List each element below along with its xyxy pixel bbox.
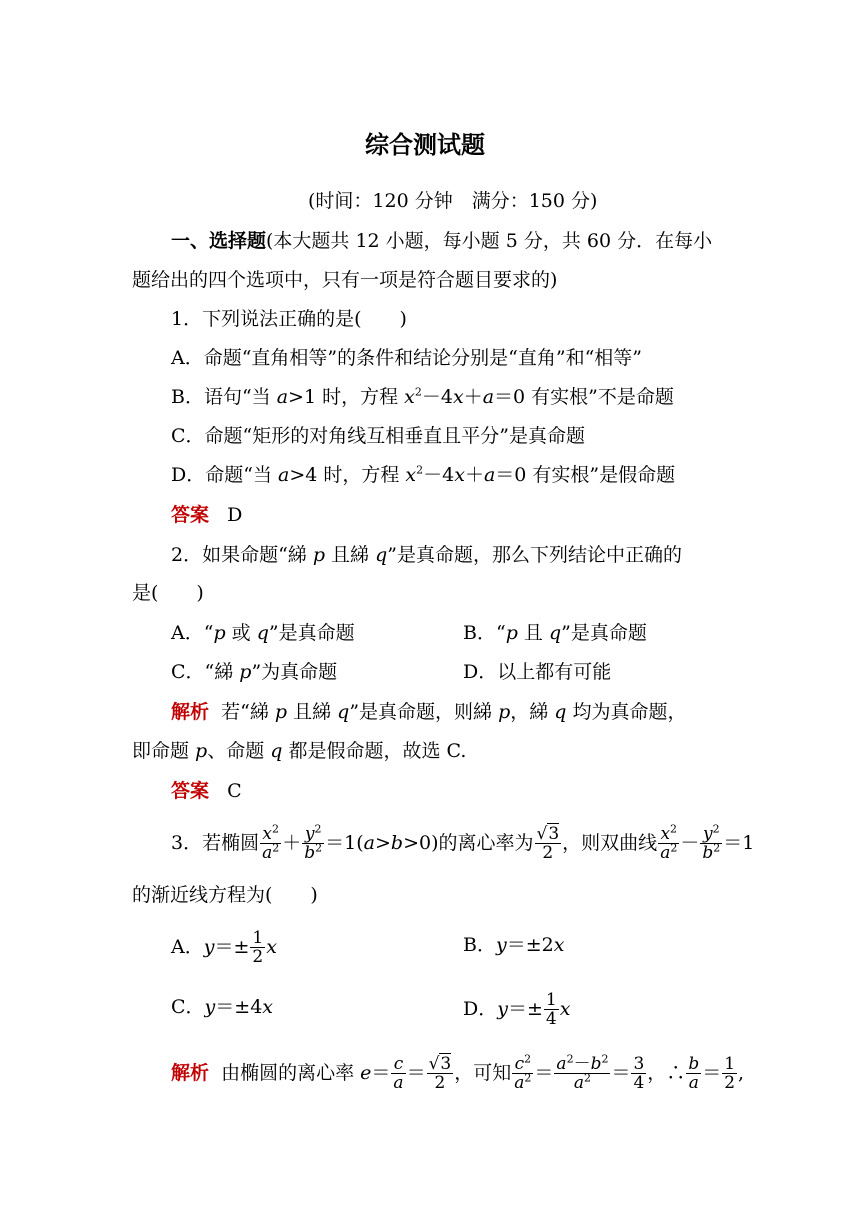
q2-option-b: B．“p 且 q”是真命题 xyxy=(463,622,647,644)
q1-stem: 1．下列说法正确的是( ) xyxy=(171,308,407,330)
q2-stem-line1: 2．如果命题“綈 p 且綈 q”是真命题，那么下列结论中正确的 xyxy=(171,544,682,566)
q3-stem-line2: 的渐近线方程为( ) xyxy=(132,884,318,906)
q3-option-d: D．y＝± $\frac{1}{4}$ x xyxy=(463,990,571,1029)
q3-option-b: B．y＝±2x xyxy=(463,934,565,956)
q2-answer xyxy=(171,776,242,806)
exam-info: (时间：120 分钟 满分：150 分) xyxy=(308,190,598,212)
q3-analysis-line1: 解析 由椭圆的离心率 e＝ $\frac{c}{a}$ ＝ $\frac{√3}{2}$ ，可知 $\frac{c^2}{a^2}$ ＝ $\frac{a^2-b^2}{a^2}$ ＝ $\frac{3}{4}$ ，∴ $\frac{b}{a}$ ＝ $\frac{1}{2}$ , xyxy=(171,1052,745,1093)
answer-label: 答案 xyxy=(171,504,210,526)
answer-value: C xyxy=(227,780,242,802)
analysis-label: 解析 xyxy=(171,1062,210,1084)
answer-label: 答案 xyxy=(171,780,210,802)
q3-option-c: C．y＝±4x xyxy=(171,996,274,1018)
q2-option-d: D．以上都有可能 xyxy=(463,661,612,683)
page-title: 综合测试题 xyxy=(365,130,485,159)
answer-value: D xyxy=(227,504,243,526)
analysis-label: 解析 xyxy=(171,701,210,723)
q3-stem-line1: 3．若椭圆 $\frac{x^2}{a^2}$ ＋ $\frac{y^2}{b^2}$ ＝1(a>b>0)的离心率为 $\frac{√3}{2}$ ，则双曲线 $\frac{x^2}{a^2}$ － $\frac{y^2}{b^2}$ ＝1 xyxy=(171,822,755,863)
section-heading: 一、选择题 xyxy=(171,230,267,252)
q2-stem-line2: 是( ) xyxy=(132,582,204,604)
q2-analysis-line1: 解析 若“綈 p 且綈 q”是真命题，则綈 p，綈 q 均为真命题， xyxy=(171,701,687,723)
q1-option-a: A．命题“直角相等”的条件和结论分别是“直角”和“相等” xyxy=(171,347,643,369)
q1-option-d: D．命题“当 a>4 时，方程 $x^2-4x+a=0$ 有实根”是假命题 xyxy=(171,463,676,486)
q2-analysis-line2: 即命题 p、命题 q 都是假命题，故选 C. xyxy=(132,740,467,762)
q2-option-c: C．“綈 p”为真命题 xyxy=(171,661,338,683)
section-intro-line1 xyxy=(171,226,712,256)
q1-option-c: C．命题“矩形的对角线互相垂直且平分”是真命题 xyxy=(171,425,585,447)
section-intro-line2: 题给出的四个选项中，只有一项是符合题目要求的) xyxy=(132,269,558,291)
q2-option-a: A．“p 或 q”是真命题 xyxy=(171,622,355,644)
section-intro-text: (本大题共 12 小题，每小题 5 分，共 60 分．在每小 xyxy=(266,230,713,252)
q3-option-a: A．y＝± $\frac{1}{2}$ x xyxy=(171,928,277,967)
q1-option-b: B．语句“当 a>1 时，方程 $x^2-4x+a=0$ 有实根”不是命题 xyxy=(171,385,674,408)
q1-answer xyxy=(171,500,242,530)
